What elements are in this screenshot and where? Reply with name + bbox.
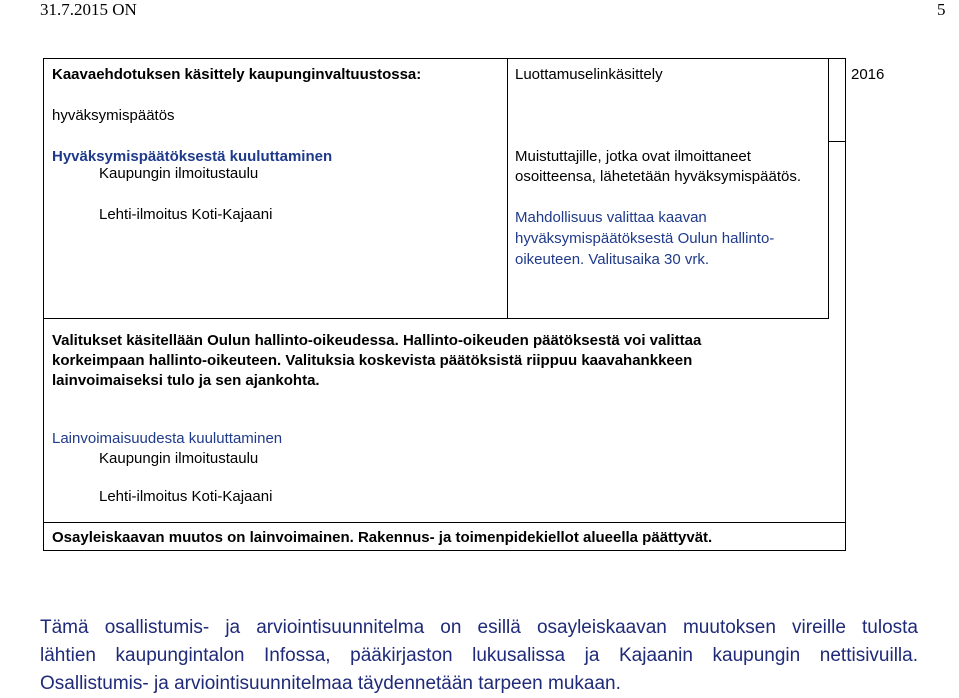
final-row-top <box>44 522 846 523</box>
appeals-line-2: korkeimpaan hallinto-oikeuteen. Valituksia koskevista päätöksistä riippuu kaavahankkeen <box>52 352 693 369</box>
col-divider-2 <box>828 59 829 319</box>
appeals-line-1: Valitukset käsitellään Oulun hallinto-oikeudessa. Hallinto-oikeuden päätöksestä voi valittaa <box>52 332 702 349</box>
col2-title: Luottamuselinkäsittely <box>515 66 663 83</box>
appeal-line-3: oikeuteen. Valitusaika 30 vrk. <box>515 251 709 268</box>
year-cell-bottom <box>828 141 846 142</box>
legal-paper: Lehti-ilmoitus Koti-Kajaani <box>99 488 273 505</box>
footer-line-2: lähtien kaupungintalon Infossa, pääkirjaston lukusalissa ja Kajaanin kaupungin nettisivuilla. <box>40 645 918 666</box>
schedule-table <box>43 58 885 551</box>
col1-subtitle: hyväksymispäätös <box>52 107 175 124</box>
footer-paragraph <box>40 614 918 698</box>
legal-board: Kaupungin ilmoitustaulu <box>99 450 259 467</box>
notice-line-2: osoitteensa, lähetetään hyväksymispäätös. <box>515 168 802 185</box>
col-divider-1 <box>507 59 508 319</box>
header-date: 31.7.2015 ON <box>40 0 137 19</box>
page-number: 5 <box>937 0 946 19</box>
announce-board: Kaupungin ilmoitustaulu <box>99 165 259 182</box>
notice-line-1: Muistuttajille, jotka ovat ilmoittaneet <box>515 148 751 165</box>
announce-paper: Lehti-ilmoitus Koti-Kajaani <box>99 206 273 223</box>
appeal-line-1: Mahdollisuus valittaa kaavan <box>515 209 707 226</box>
year-cell: 2016 <box>851 66 885 83</box>
col1-title: Kaavaehdotuksen käsittely kaupunginvaltuustossa: <box>52 66 422 83</box>
final-row: Osayleiskaavan muutos on lainvoimainen. Rakennus- ja toimenpidekiellot alueella päättyvät. <box>52 529 713 546</box>
footer-line-3: Osallistumis- ja arviointisuunnitelmaa täydennetään tarpeen mukaan. <box>40 673 621 694</box>
appeal-line-2: hyväksymispäätöksestä Oulun hallinto- <box>515 230 775 247</box>
announce-title: Hyväksymispäätöksestä kuuluttaminen <box>52 148 333 165</box>
appeals-line-3: lainvoimaiseksi tulo ja sen ajankohta. <box>52 372 320 389</box>
footer-line-1: Tämä osallistumis- ja arviointisuunnitelma on esillä osayleiskaavan muutoksen vireille tulosta <box>40 617 918 638</box>
legal-title: Lainvoimaisuudesta kuuluttaminen <box>52 430 283 447</box>
top-section-bottom <box>44 318 829 319</box>
